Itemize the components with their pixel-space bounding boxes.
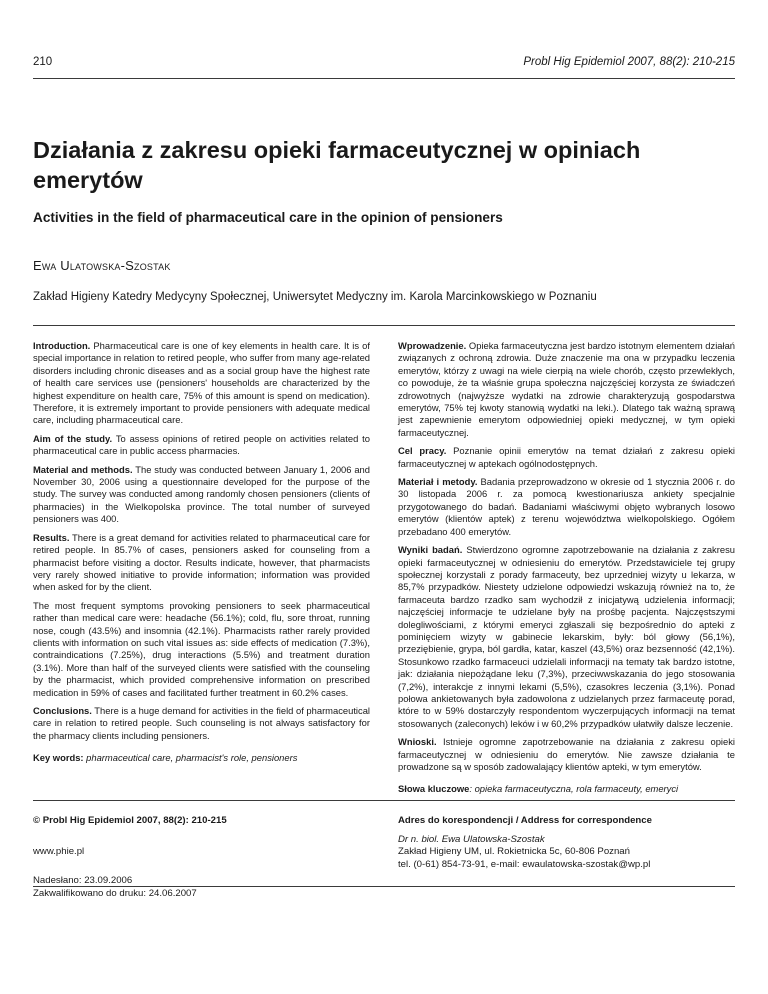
keywords-english: Key words: pharmaceutical care, pharmacist's role, pensioners [33,752,298,764]
abstract-polish [398,340,735,802]
article-subtitle: Activities in the field of pharmaceutical care in the opinion of pensioners [33,210,503,225]
correspondence-contact: tel. (0-61) 854-73-91, e-mail: ewaulatowska-szostak@wp.pl [398,858,651,870]
streszczenie-wyniki: Wyniki badań. Stwierdzono ogromne zapotrzebowanie na działania z zakresu opieki farmaceutycznej w odniesieniu do emerytów. Przedstawiciele tej grupy społecznej korzystali z porady farmaceuty, bez uprzedniej wizyty u lekarza, w 85,7% przypadków. Niestety udzielone odpowiedzi wskazują również na to, że farmaceuta bardzo rzadko sam wychodził z inicjatywą udzielenia informacji; najczęściej informacje te udzielane były na prośbę pacjenta. Najczęstszymi dolegliwościami, z którymi emeryci zgłaszali się bezpośrednio do apteki z pominięciem wizyty w gabinecie lekarskim, były: ból głowy (56,1%), przeziębienie, grypa, ból gardła, katar, kaszel (43,5%) oraz bezsenność (42,1%). Stosunkowo rzadko farmaceuci udzielali informacji na tematy tak bardzo istotne, jak: działania niepożądane leku (7,3%), przeciwwskazania do jego stosowania (7,2%), interakcje z innymi lekami (5,5%), czasokres leczenia (3,1%). Ponad połowa ankietowanych była zadowolona z udzielanych przez farmaceutę porad, które to w 59% dostarczyły respondentom wyczerpujących informacji na temat stosowanych (zaleconych) leków i w 60,2% przypadków ułatwiły dalsze leczenie. [398,544,735,729]
streszczenie-wnioski: Wnioski. Istnieje ogromne zapotrzebowanie na działania z zakresu opieki farmaceutycznej w odniesieniu do emerytów. Nie zawsze działania te prowadzone są w sposób zadowalający klientów apteki, w tym emerytów. [398,736,735,772]
article-title: Działania z zakresu opieki farmaceutycznej w opiniach emerytów [33,137,641,193]
streszczenie-wprowadzenie: Wprowadzenie. Opieka farmaceutyczna jest bardzo istotnym elementem działań związanych z ochroną zdrowia. Duże znaczenie ma ona w przypadku leczenia emerytów, którzy z uwagi na wiele cierpią na wiele chorób, często przewlekłych, co powoduje, że ta właśnie grupa społeczna najczęściej korzysta ze świadczeń zdrowotnych (najwyższe wydatki na zdrowie charakteryzują gospodarstwa emerytów, 75% tej kwoty stanowią wydatki na leki.). Dlatego tak ważną sprawą jest zapewnienie emerytom odpowiedniej opieki medycznej, w tym opieki farmaceutycznej. [398,340,735,438]
accepted-date: Zakwalifikowano do druku: 24.06.2007 [33,887,197,899]
correspondence-name: Dr n. biol. Ewa Ulatowska-Szostak [398,833,545,845]
abstract-top-rule [33,325,735,326]
header-rule [33,78,735,79]
publication-info [33,815,370,900]
correspondence-heading: Adres do korespondencji / Address for correspondence [398,815,652,826]
copyright-line: © Probl Hig Epidemiol 2007, 88(2): 210-215 [33,815,227,826]
abstract-english [33,340,370,771]
journal-citation: Probl Hig Epidemiol 2007, 88(2): 210-215 [523,56,735,68]
abstract-introduction: Introduction. Pharmaceutical care is one of key elements in health care. It is of special importance in relation to retired people, who suffer from many age-related disorders including chronic diseases and as a social group have the highest rate of health care services use (pensioners' households are characterized by the highest expenditure on health care, 75% of this amount is spend on medication). Therefore, it is extremely important to provide pensioners with adequate medical care, including pharmaceutical care. [33,340,370,426]
footer-top-rule [33,800,735,801]
author-affiliation: Zakład Higieny Katedry Medycyny Społecznej, Uniwersytet Medyczny im. Karola Marcinkowskiego w Poznaniu [33,291,597,303]
abstract-methods: Material and methods. The study was conducted between January 1, 2006 and November 30, 2006 using a questionnaire developed for the purpose of the study. The survey was conducted among randomly chosen pensioners (clients of pharmacies) in the Wielkopolska province. The total number of surveyed pensioners was 400. [33,463,370,525]
abstract-results-continued: The most frequent symptoms provoking pensioners to seek pharmaceutical rather than medical care were: headache (56.1%); cold, flu, sore throat, running nose, cough (43.5%) and insomnia (42.1%). Pharmacists rather rarely provided clients with information on such vital issues as: side effects of medication (7.3%), contraindications (7.25%), drug interactions (5.5%) and treatment duration (3.1%). More than half of the surveyed clients were satisfied with the counseling by the pharmacist, which provided comprehensive information on prescribed medication in 59% of cases and facilitated further treatment in 60.2% cases. [33,599,370,698]
page-number: 210 [33,56,53,68]
abstract-conclusions: Conclusions. There is a huge demand for activities in the field of pharmaceutical care in relation to retired people. Such counseling is not always satisfactory for the pharmacy clients including pensioners. [33,704,370,741]
streszczenie-cel: Cel pracy. Poznanie opinii emerytów na temat działań z zakresu opieki farmaceutycznej w aptekach ogólnodostępnych. [398,445,735,469]
submitted-date: Nadesłano: 23.09.2006 [33,875,133,886]
abstract-results: Results. There is a great demand for activities related to pharmaceutical care for retired people. In 85.7% of cases, pensioners asked for counseling from a pharmacist before visiting a doctor. Results indicate, however, that pharmacists very rarely showed initiative to provide information; information was provided when asked for by the client. [33,531,370,593]
keywords-polish: Słowa kluczowe: opieka farmaceutyczna, rola farmaceuty, emeryci [398,783,679,795]
journal-website: www.phie.pl [33,845,85,857]
author-name: Ewa Ulatowska-Szostak [33,258,171,273]
correspondence-address [398,815,735,871]
streszczenie-metody: Materiał i metody. Badania przeprowadzono w okresie od 1 stycznia 2006 r. do 30 listopada 2006 r. za pomocą kwestionariusza ankiety specjalnie przygotowanego do badań. Badaniami właściwymi objęto wybranych losowo emerytów (klientów aptek) z terenu województwa wielkopolskiego. Ogółem przebadano 400 emerytów. [398,476,735,537]
footer-bottom-rule [33,886,735,887]
abstract-aim: Aim of the study. To assess opinions of retired people on activities related to pharmaceutical care in public access pharmacies. [33,432,370,457]
correspondence-street: Zakład Higieny UM, ul. Rokietnicka 5c, 60-806 Poznań [398,846,630,857]
